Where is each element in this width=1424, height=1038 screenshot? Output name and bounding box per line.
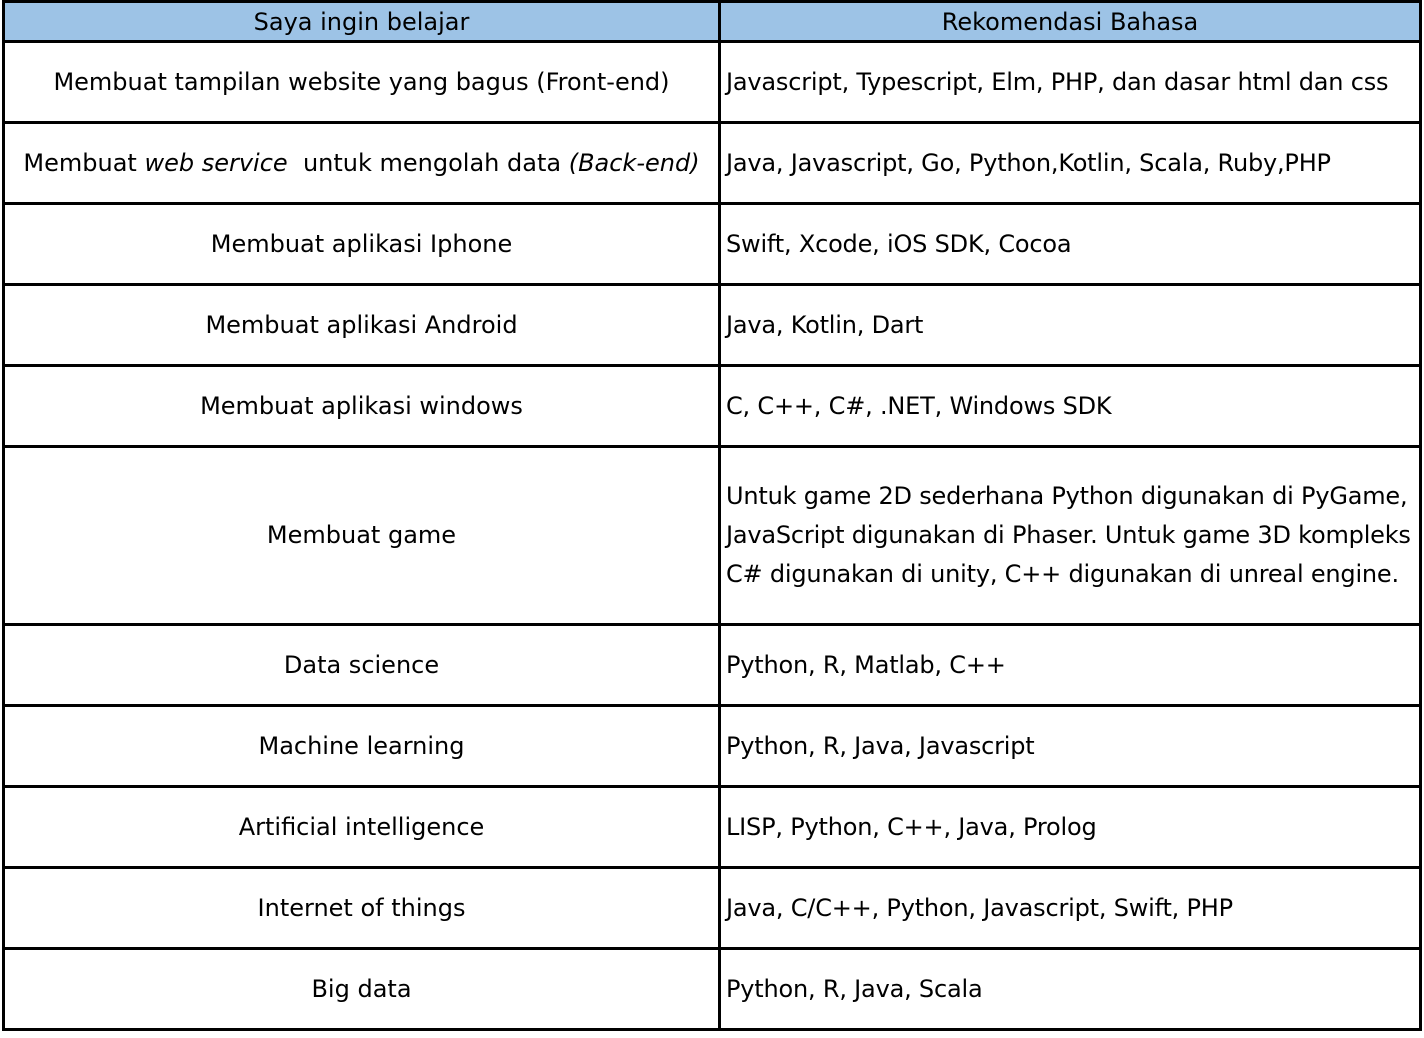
recommendation-cell (720, 123, 1421, 204)
recommendation-cell (720, 42, 1421, 123)
goal-cell (4, 123, 720, 204)
table-row (4, 706, 1421, 787)
recommendation-cell (720, 625, 1421, 706)
recommendation-cell (720, 868, 1421, 949)
recommendation-text: Javascript, Typescript, Elm, PHP, dan dasar html dan css (726, 67, 1389, 96)
recommendation-text: C, C++, C#, .NET, Windows SDK (726, 391, 1112, 420)
recommendation-cell (720, 285, 1421, 366)
table-row (4, 447, 1421, 625)
recommendation-cell (720, 366, 1421, 447)
table-row (4, 285, 1421, 366)
recommendation-text: LISP, Python, C++, Java, Prolog (726, 812, 1097, 841)
recommendation-text: Python, R, Java, Javascript (726, 731, 1035, 760)
recommendation-text: Python, R, Matlab, C++ (726, 650, 1006, 679)
table-row (4, 787, 1421, 868)
recommendation-text: Python, R, Java, Scala (726, 974, 983, 1003)
recommendation-cell (720, 787, 1421, 868)
header-row (4, 2, 1421, 42)
table-row (4, 868, 1421, 949)
table-row (4, 949, 1421, 1030)
language-recommendation-table (2, 0, 1422, 1031)
goal-text-italic: (Back-end) (568, 148, 700, 177)
goal-cell: Membuat tampilan website yang bagus (Front-end) (4, 42, 720, 123)
recommendation-cell (720, 949, 1421, 1030)
recommendation-cell (720, 706, 1421, 787)
goal-cell: Membuat aplikasi Iphone (4, 204, 720, 285)
goal-text-italic: web service (144, 148, 288, 177)
header-recommendation: Rekomendasi Bahasa (720, 2, 1421, 42)
header-goal: Saya ingin belajar (4, 2, 720, 42)
goal-cell: Membuat aplikasi Android (4, 285, 720, 366)
goal-cell: Big data (4, 949, 720, 1030)
goal-cell: Artificial intelligence (4, 787, 720, 868)
recommendation-cell (720, 447, 1421, 625)
table-row (4, 42, 1421, 123)
recommendation-text: Java, C/C++, Python, Javascript, Swift, PHP (726, 893, 1233, 922)
recommendation-cell (720, 204, 1421, 285)
goal-cell: Data science (4, 625, 720, 706)
goal-cell: Machine learning (4, 706, 720, 787)
goal-cell: Internet of things (4, 868, 720, 949)
recommendation-text: Java, Kotlin, Dart (726, 310, 924, 339)
goal-text-prefix: Membuat (23, 148, 145, 177)
table-row (4, 123, 1421, 204)
goal-cell: Membuat aplikasi windows (4, 366, 720, 447)
table-row (4, 625, 1421, 706)
table-row (4, 366, 1421, 447)
recommendation-text: Swift, Xcode, iOS SDK, Cocoa (726, 229, 1072, 258)
table-row (4, 204, 1421, 285)
recommendation-text: Untuk game 2D sederhana Python digunakan di PyGame, JavaScript digunakan di Phaser. Untuk game 3D kompleks C# digunakan di unity, C++ digunakan di unreal engine. (726, 482, 1411, 588)
recommendation-text: Java, Javascript, Go, Python,Kotlin, Scala, Ruby,PHP (726, 148, 1331, 177)
goal-text-middle: untuk mengolah data (287, 148, 569, 177)
goal-cell: Membuat game (4, 447, 720, 625)
